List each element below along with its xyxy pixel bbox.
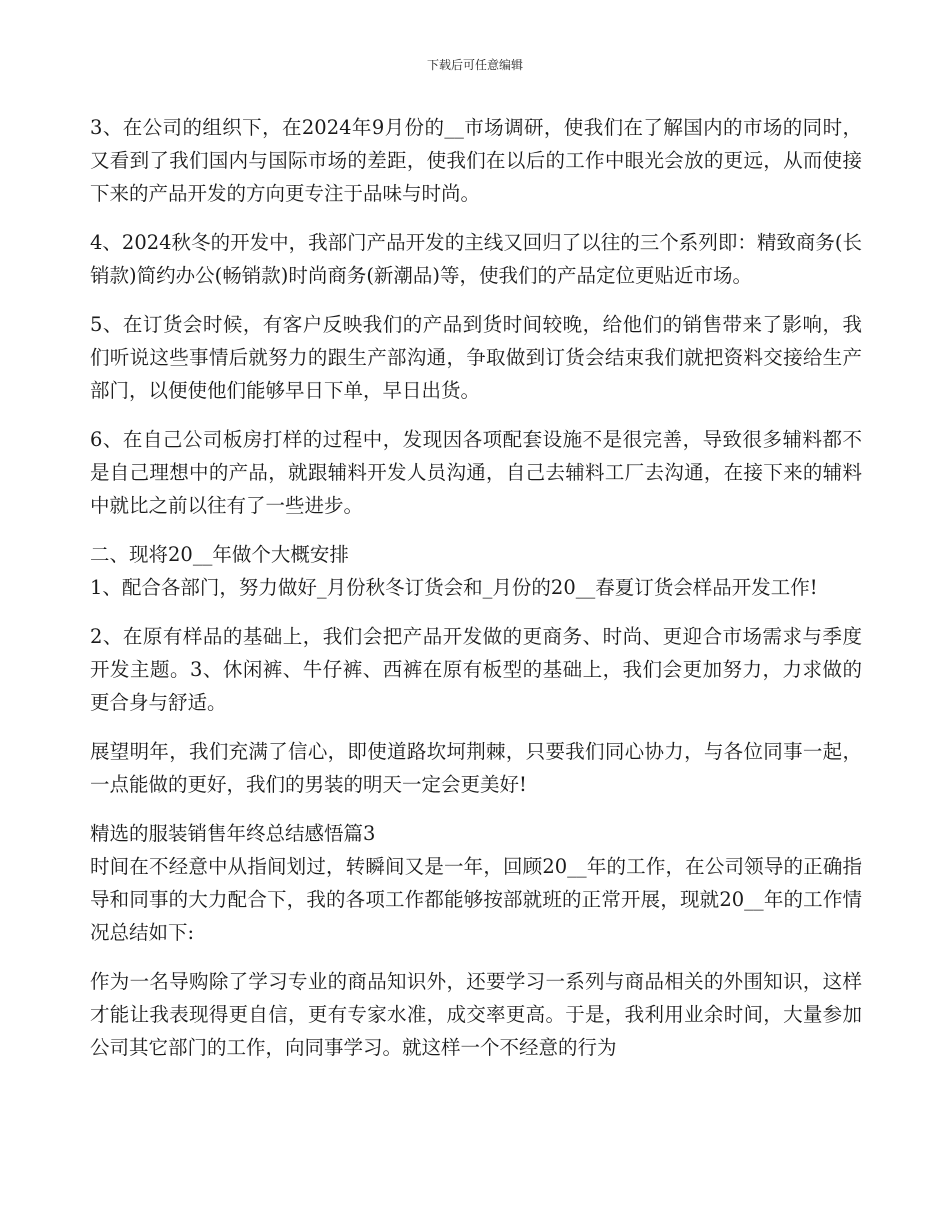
intro-paragraph: 时间在不经意中从指间划过，转瞬间又是一年，回顾20__年的工作，在公司领导的正确指导和同事的大力配合下，我的各项工作都能够按部就班的正常开展，现就20__年的工作情况总结如下: [90,855,862,944]
document-body [90,111,862,1080]
plan-item-1: 1、配合各部门，努力做好_月份秋冬订货会和_月份的20__春夏订货会样品开发工作! [90,576,818,599]
body-paragraph: 作为一名导购除了学习专业的商品知识外，还要学习一系列与商品相关的外围知识，这样才能让我表现得更自信，更有专家水准，成交率更高。于是，我利用业余时间，大量参加公司其它部门的工作，向同事学习。就这样一个不经意的行为 [90,970,862,1059]
paragraph-item-3: 3、在公司的组织下，在2024年9月份的__市场调研，使我们在了解国内的市场的同时，又看到了我们国内与国际市场的差距，使我们在以后的工作中眼光会放的更远，从而使接下来的产品开发的方向更专注于品味与时尚。 [90,116,862,205]
plan-item-2: 2、在原有样品的基础上，我们会把产品开发做的更商务、时尚、更迎合市场需求与季度开发主题。3、休闲裤、牛仔裤、西裤在原有板型的基础上，我们会更加努力，力求做的更合身与舒适。 [90,625,862,714]
outlook-paragraph: 展望明年，我们充满了信心，即使道路坎坷荆棘，只要我们同心协力，与各位同事一起，一点能做的更好，我们的男装的明天一定会更美好! [90,740,862,796]
article-title: 精选的服装销售年终总结感悟篇3 [90,822,376,845]
paragraph-item-4: 4、2024秋冬的开发中，我部门产品开发的主线又回归了以往的三个系列即：精致商务(长销款)简约办公(畅销款)时尚商务(新潮品)等，使我们的产品定位更贴近市场。 [90,231,863,287]
paragraph-item-6: 6、在自己公司板房打样的过程中，发现因各项配套设施不是很完善，导致很多辅料都不是自己理想中的产品，就跟辅料开发人员沟通，自己去辅料工厂去沟通，在接下来的辅料中就比之前以往有了一些进步。 [90,428,862,517]
page-header: 下载后可任意编辑 [426,58,523,72]
paragraph-item-5: 5、在订货会时候，有客户反映我们的产品到货时间较晚，给他们的销售带来了影响，我们听说这些事情后就努力的跟生产部沟通，争取做到订货会结束我们就把资料交接给生产部门，以便使他们能够早日下单，早日出货。 [90,313,862,402]
section-heading-plan: 二、现将20__年做个大概安排 [90,543,349,566]
